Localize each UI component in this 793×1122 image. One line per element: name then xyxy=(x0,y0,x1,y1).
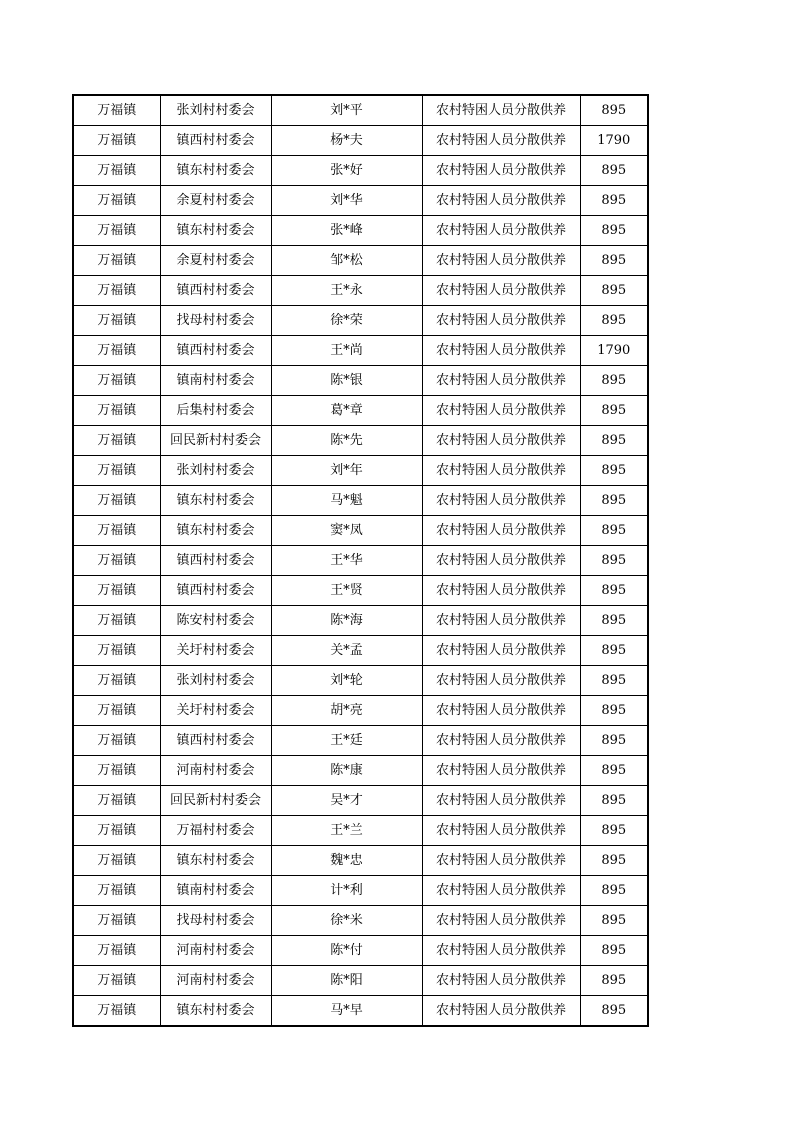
name-cell: 刘*轮 xyxy=(271,666,422,696)
village-cell: 镇南村村委会 xyxy=(160,366,271,396)
amount-cell: 895 xyxy=(580,666,648,696)
assistance-type-cell: 农村特困人员分散供养 xyxy=(422,786,580,816)
name-cell: 窦*凤 xyxy=(271,516,422,546)
amount-cell: 895 xyxy=(580,696,648,726)
table-row xyxy=(73,336,648,366)
amount-cell: 895 xyxy=(580,966,648,996)
table-row xyxy=(73,876,648,906)
amount-cell: 895 xyxy=(580,846,648,876)
town-cell: 万福镇 xyxy=(73,546,160,576)
table-row xyxy=(73,966,648,996)
table-row xyxy=(73,546,648,576)
table-row xyxy=(73,396,648,426)
village-cell: 镇西村村委会 xyxy=(160,336,271,366)
village-cell: 张刘村村委会 xyxy=(160,456,271,486)
name-cell: 陈*付 xyxy=(271,936,422,966)
town-cell: 万福镇 xyxy=(73,846,160,876)
village-cell: 万福村村委会 xyxy=(160,816,271,846)
amount-cell: 895 xyxy=(580,636,648,666)
village-cell: 张刘村村委会 xyxy=(160,666,271,696)
table-row xyxy=(73,95,648,126)
village-cell: 关圩村村委会 xyxy=(160,696,271,726)
name-cell: 刘*平 xyxy=(271,95,422,126)
village-cell: 找母村村委会 xyxy=(160,306,271,336)
village-cell: 找母村村委会 xyxy=(160,906,271,936)
table-row xyxy=(73,606,648,636)
name-cell: 吴*才 xyxy=(271,786,422,816)
town-cell: 万福镇 xyxy=(73,966,160,996)
assistance-type-cell: 农村特困人员分散供养 xyxy=(422,306,580,336)
assistance-type-cell: 农村特困人员分散供养 xyxy=(422,366,580,396)
assistance-type-cell: 农村特困人员分散供养 xyxy=(422,486,580,516)
village-cell: 镇西村村委会 xyxy=(160,126,271,156)
amount-cell: 895 xyxy=(580,306,648,336)
amount-cell: 895 xyxy=(580,936,648,966)
name-cell: 胡*亮 xyxy=(271,696,422,726)
town-cell: 万福镇 xyxy=(73,186,160,216)
amount-cell: 895 xyxy=(580,396,648,426)
assistance-type-cell: 农村特困人员分散供养 xyxy=(422,996,580,1027)
town-cell: 万福镇 xyxy=(73,95,160,126)
table-row xyxy=(73,636,648,666)
name-cell: 陈*先 xyxy=(271,426,422,456)
name-cell: 杨*夫 xyxy=(271,126,422,156)
assistance-type-cell: 农村特困人员分散供养 xyxy=(422,156,580,186)
amount-cell: 895 xyxy=(580,246,648,276)
assistance-type-cell: 农村特困人员分散供养 xyxy=(422,606,580,636)
town-cell: 万福镇 xyxy=(73,756,160,786)
village-cell: 余夏村村委会 xyxy=(160,246,271,276)
village-cell: 河南村村委会 xyxy=(160,756,271,786)
amount-cell: 895 xyxy=(580,756,648,786)
assistance-type-cell: 农村特困人员分散供养 xyxy=(422,546,580,576)
assistance-type-cell: 农村特困人员分散供养 xyxy=(422,456,580,486)
name-cell: 陈*银 xyxy=(271,366,422,396)
village-cell: 镇西村村委会 xyxy=(160,726,271,756)
roster-body xyxy=(73,95,648,1026)
amount-cell: 895 xyxy=(580,546,648,576)
village-cell: 镇东村村委会 xyxy=(160,516,271,546)
town-cell: 万福镇 xyxy=(73,576,160,606)
table-row xyxy=(73,246,648,276)
amount-cell: 895 xyxy=(580,906,648,936)
village-cell: 回民新村村委会 xyxy=(160,426,271,456)
town-cell: 万福镇 xyxy=(73,726,160,756)
amount-cell: 895 xyxy=(580,486,648,516)
village-cell: 张刘村村委会 xyxy=(160,95,271,126)
village-cell: 河南村村委会 xyxy=(160,936,271,966)
name-cell: 徐*米 xyxy=(271,906,422,936)
assistance-type-cell: 农村特困人员分散供养 xyxy=(422,936,580,966)
assistance-type-cell: 农村特困人员分散供养 xyxy=(422,95,580,126)
town-cell: 万福镇 xyxy=(73,876,160,906)
village-cell: 回民新村村委会 xyxy=(160,786,271,816)
town-cell: 万福镇 xyxy=(73,276,160,306)
assistance-type-cell: 农村特困人员分散供养 xyxy=(422,696,580,726)
town-cell: 万福镇 xyxy=(73,246,160,276)
amount-cell: 895 xyxy=(580,576,648,606)
town-cell: 万福镇 xyxy=(73,156,160,186)
name-cell: 陈*阳 xyxy=(271,966,422,996)
assistance-type-cell: 农村特困人员分散供养 xyxy=(422,756,580,786)
table-row xyxy=(73,816,648,846)
village-cell: 后集村村委会 xyxy=(160,396,271,426)
assistance-type-cell: 农村特困人员分散供养 xyxy=(422,336,580,366)
table-row xyxy=(73,276,648,306)
village-cell: 余夏村村委会 xyxy=(160,186,271,216)
amount-cell: 895 xyxy=(580,186,648,216)
town-cell: 万福镇 xyxy=(73,636,160,666)
town-cell: 万福镇 xyxy=(73,666,160,696)
amount-cell: 895 xyxy=(580,95,648,126)
assistance-type-cell: 农村特困人员分散供养 xyxy=(422,966,580,996)
table-row xyxy=(73,126,648,156)
village-cell: 镇东村村委会 xyxy=(160,996,271,1027)
town-cell: 万福镇 xyxy=(73,426,160,456)
village-cell: 镇东村村委会 xyxy=(160,216,271,246)
town-cell: 万福镇 xyxy=(73,996,160,1027)
amount-cell: 895 xyxy=(580,726,648,756)
table-row xyxy=(73,306,648,336)
name-cell: 王*贤 xyxy=(271,576,422,606)
name-cell: 王*尚 xyxy=(271,336,422,366)
name-cell: 陈*康 xyxy=(271,756,422,786)
village-cell: 镇西村村委会 xyxy=(160,576,271,606)
name-cell: 王*永 xyxy=(271,276,422,306)
village-cell: 镇西村村委会 xyxy=(160,276,271,306)
name-cell: 邹*松 xyxy=(271,246,422,276)
assistance-type-cell: 农村特困人员分散供养 xyxy=(422,126,580,156)
assistance-type-cell: 农村特困人员分散供养 xyxy=(422,846,580,876)
amount-cell: 895 xyxy=(580,816,648,846)
village-cell: 陈安村村委会 xyxy=(160,606,271,636)
table-row xyxy=(73,936,648,966)
amount-cell: 895 xyxy=(580,276,648,306)
table-row xyxy=(73,156,648,186)
amount-cell: 895 xyxy=(580,156,648,186)
village-cell: 镇西村村委会 xyxy=(160,546,271,576)
village-cell: 镇东村村委会 xyxy=(160,846,271,876)
table-row xyxy=(73,756,648,786)
town-cell: 万福镇 xyxy=(73,396,160,426)
table-row xyxy=(73,726,648,756)
village-cell: 镇南村村委会 xyxy=(160,876,271,906)
table-row xyxy=(73,426,648,456)
amount-cell: 895 xyxy=(580,426,648,456)
town-cell: 万福镇 xyxy=(73,126,160,156)
assistance-type-cell: 农村特困人员分散供养 xyxy=(422,216,580,246)
amount-cell: 895 xyxy=(580,366,648,396)
name-cell: 马*早 xyxy=(271,996,422,1027)
amount-cell: 1790 xyxy=(580,336,648,366)
name-cell: 陈*海 xyxy=(271,606,422,636)
amount-cell: 895 xyxy=(580,996,648,1027)
town-cell: 万福镇 xyxy=(73,516,160,546)
village-cell: 关圩村村委会 xyxy=(160,636,271,666)
amount-cell: 1790 xyxy=(580,126,648,156)
village-cell: 镇东村村委会 xyxy=(160,156,271,186)
assistance-type-cell: 农村特困人员分散供养 xyxy=(422,396,580,426)
town-cell: 万福镇 xyxy=(73,906,160,936)
town-cell: 万福镇 xyxy=(73,366,160,396)
assistance-type-cell: 农村特困人员分散供养 xyxy=(422,186,580,216)
table-row xyxy=(73,996,648,1027)
table-row xyxy=(73,366,648,396)
table-row xyxy=(73,696,648,726)
assistance-type-cell: 农村特困人员分散供养 xyxy=(422,636,580,666)
name-cell: 王*兰 xyxy=(271,816,422,846)
assistance-type-cell: 农村特困人员分散供养 xyxy=(422,576,580,606)
assistance-type-cell: 农村特困人员分散供养 xyxy=(422,726,580,756)
table-row xyxy=(73,846,648,876)
town-cell: 万福镇 xyxy=(73,486,160,516)
table-row xyxy=(73,666,648,696)
town-cell: 万福镇 xyxy=(73,336,160,366)
table-row xyxy=(73,456,648,486)
name-cell: 魏*忠 xyxy=(271,846,422,876)
name-cell: 刘*华 xyxy=(271,186,422,216)
name-cell: 马*魁 xyxy=(271,486,422,516)
name-cell: 张*好 xyxy=(271,156,422,186)
table-row xyxy=(73,906,648,936)
name-cell: 计*利 xyxy=(271,876,422,906)
table-row xyxy=(73,576,648,606)
assistance-type-cell: 农村特困人员分散供养 xyxy=(422,906,580,936)
roster-table xyxy=(72,94,649,1027)
table-row xyxy=(73,186,648,216)
town-cell: 万福镇 xyxy=(73,306,160,336)
town-cell: 万福镇 xyxy=(73,786,160,816)
name-cell: 王*廷 xyxy=(271,726,422,756)
name-cell: 张*峰 xyxy=(271,216,422,246)
assistance-type-cell: 农村特困人员分散供养 xyxy=(422,426,580,456)
assistance-type-cell: 农村特困人员分散供养 xyxy=(422,666,580,696)
town-cell: 万福镇 xyxy=(73,696,160,726)
town-cell: 万福镇 xyxy=(73,936,160,966)
assistance-type-cell: 农村特困人员分散供养 xyxy=(422,276,580,306)
assistance-type-cell: 农村特困人员分散供养 xyxy=(422,246,580,276)
town-cell: 万福镇 xyxy=(73,606,160,636)
village-cell: 河南村村委会 xyxy=(160,966,271,996)
assistance-type-cell: 农村特困人员分散供养 xyxy=(422,516,580,546)
name-cell: 徐*荣 xyxy=(271,306,422,336)
amount-cell: 895 xyxy=(580,876,648,906)
amount-cell: 895 xyxy=(580,606,648,636)
table-row xyxy=(73,786,648,816)
name-cell: 刘*年 xyxy=(271,456,422,486)
amount-cell: 895 xyxy=(580,786,648,816)
town-cell: 万福镇 xyxy=(73,456,160,486)
name-cell: 关*孟 xyxy=(271,636,422,666)
name-cell: 王*华 xyxy=(271,546,422,576)
amount-cell: 895 xyxy=(580,516,648,546)
assistance-type-cell: 农村特困人员分散供养 xyxy=(422,816,580,846)
amount-cell: 895 xyxy=(580,216,648,246)
name-cell: 葛*章 xyxy=(271,396,422,426)
table-row xyxy=(73,516,648,546)
assistance-type-cell: 农村特困人员分散供养 xyxy=(422,876,580,906)
table-row xyxy=(73,216,648,246)
amount-cell: 895 xyxy=(580,456,648,486)
village-cell: 镇东村村委会 xyxy=(160,486,271,516)
town-cell: 万福镇 xyxy=(73,816,160,846)
table-row xyxy=(73,486,648,516)
town-cell: 万福镇 xyxy=(73,216,160,246)
